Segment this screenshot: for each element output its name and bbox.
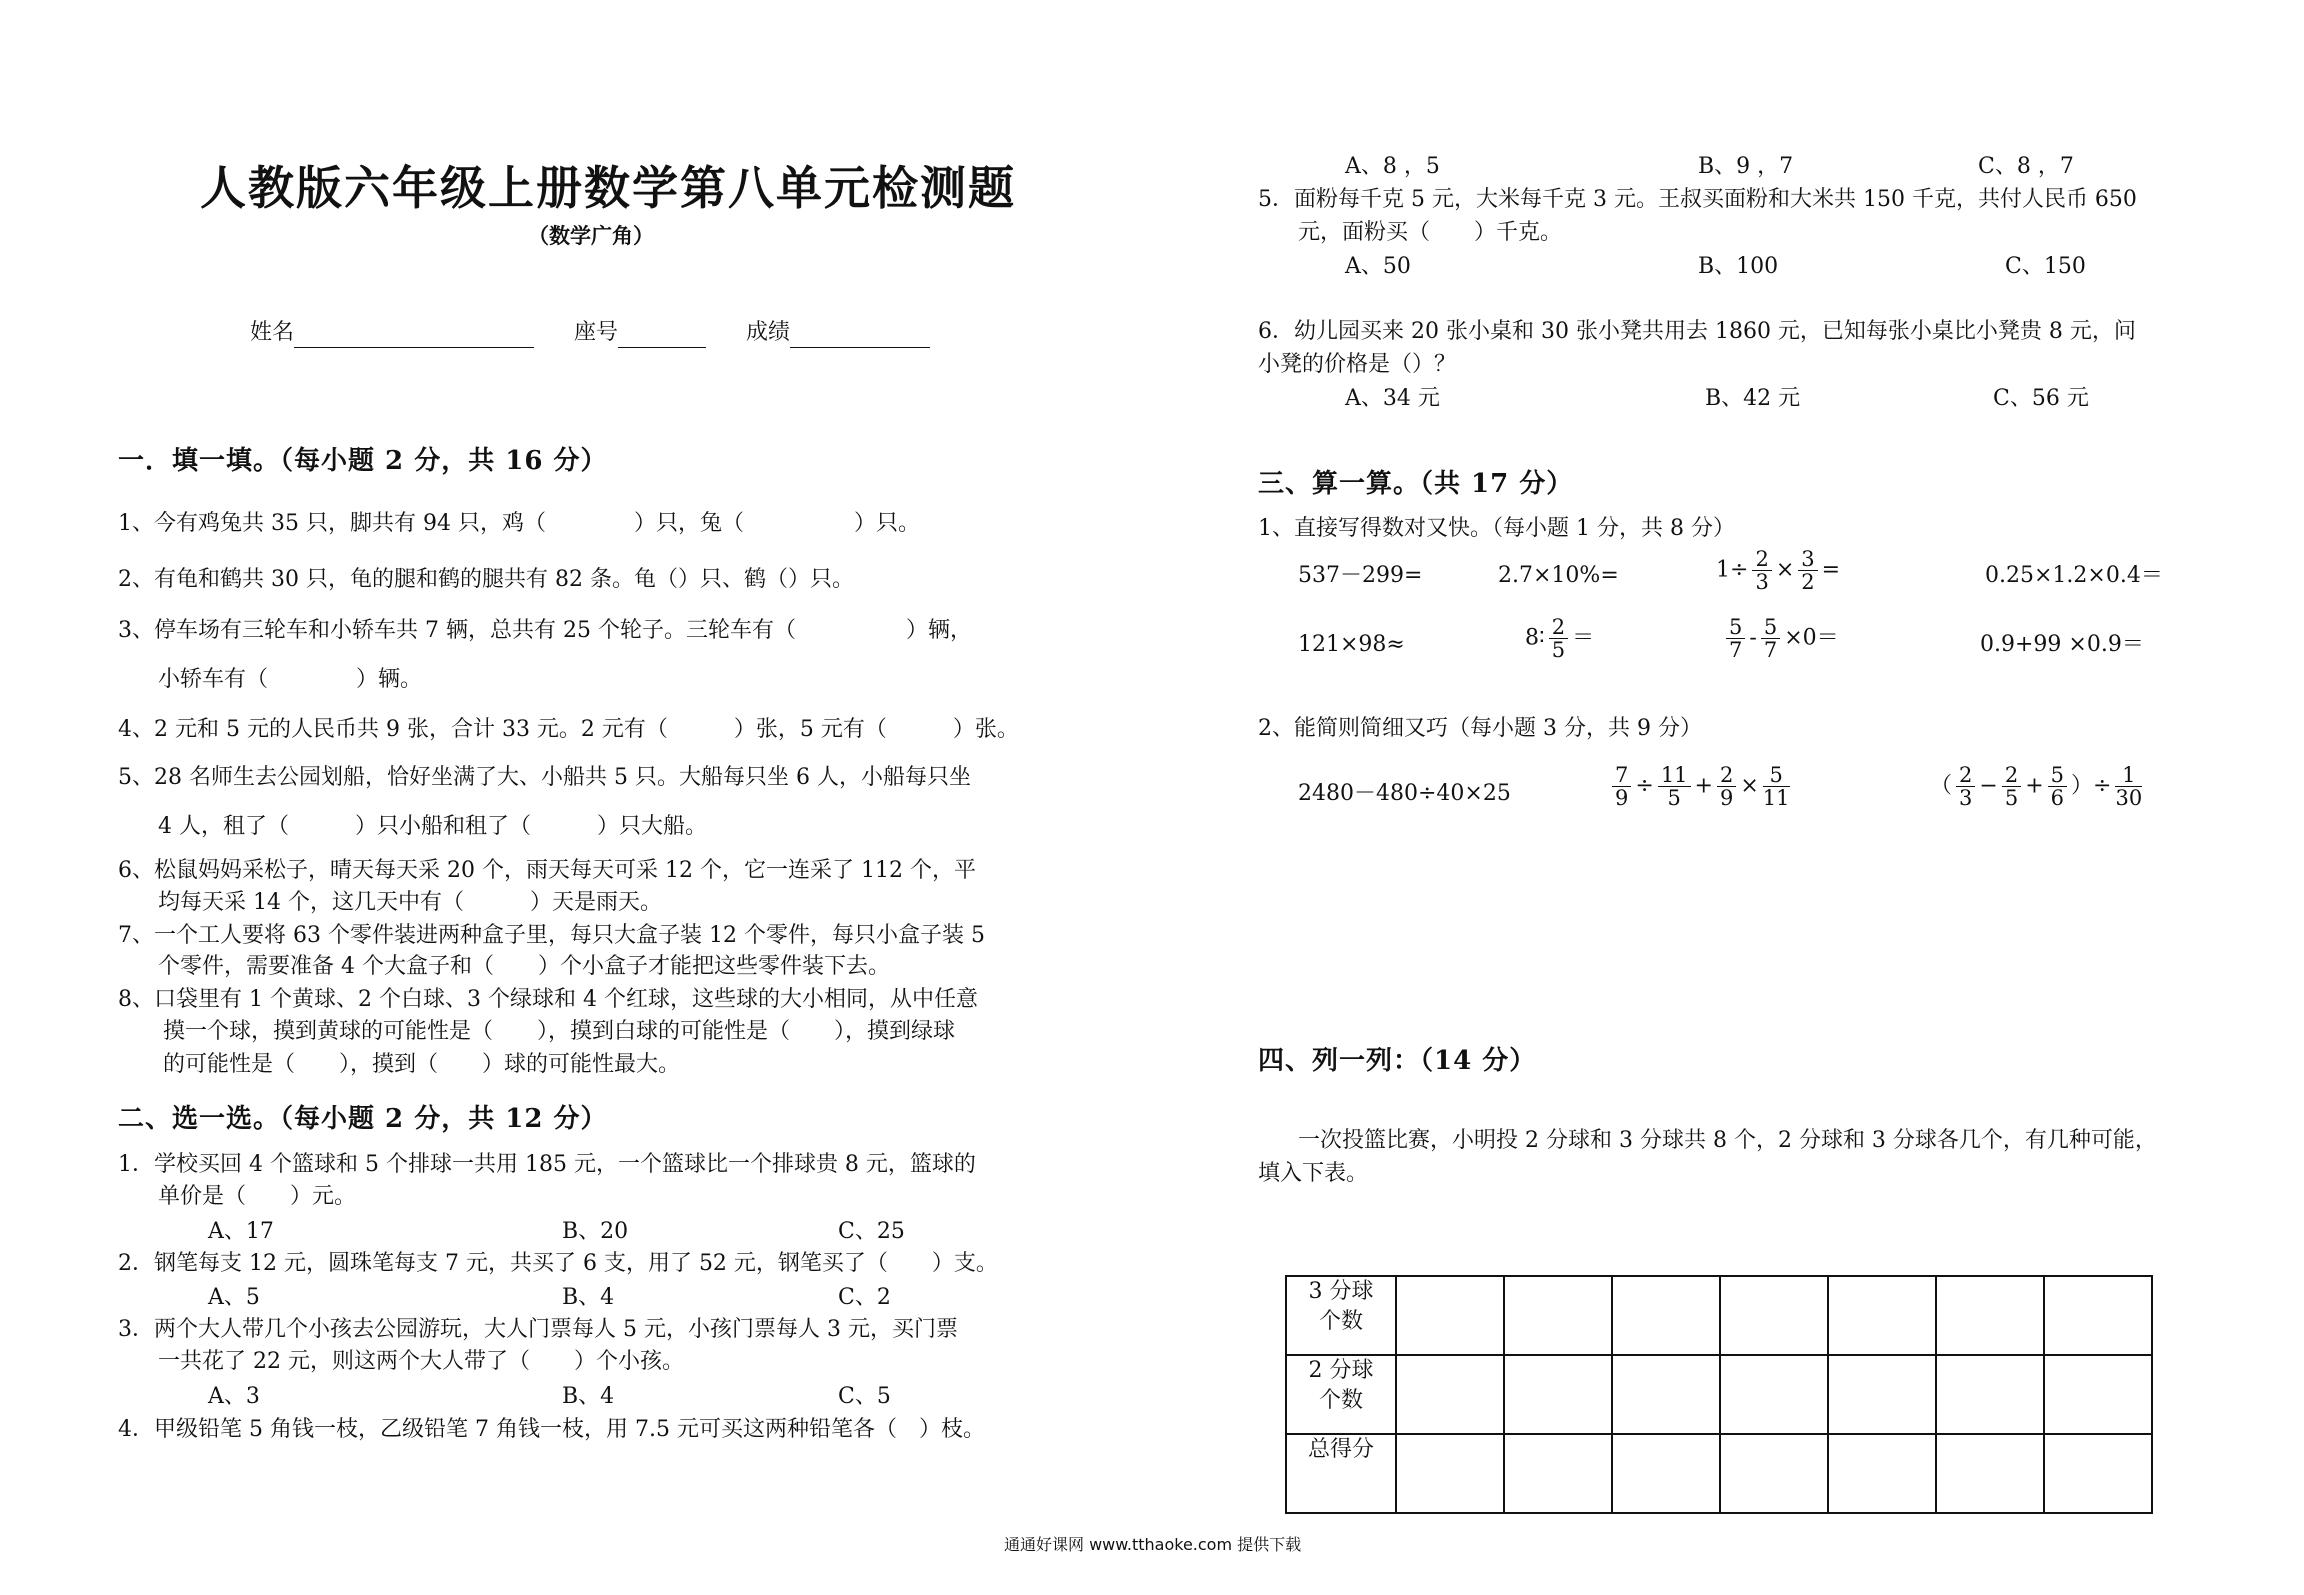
s4-text-1: 一次投篮比赛，小明投 2 分球和 3 分球共 8 个，2 分球和 3 分球各几个，有几种可能， <box>1298 1128 2157 1153</box>
calc-2: 2.7×10%= <box>1498 563 1619 588</box>
student-header <box>250 318 930 348</box>
fraction-2-3-b: $\frac{2}{3}$ <box>1956 764 1975 809</box>
name-label: 姓名 <box>250 320 295 345</box>
simplify-3: （ $\frac{2}{3}$ − $\frac{2}{5}$ + $\frac{5}{6}$ ）÷ $\frac{1}{30}$ <box>1930 763 2143 810</box>
calc-8: 0.9+99 ×0.9＝ <box>1980 632 2144 657</box>
s4-text-2: 填入下表。 <box>1258 1161 1369 1186</box>
fraction-5-11: $\frac{5}{11}$ <box>1762 763 1790 810</box>
name-field[interactable] <box>294 325 534 348</box>
s2-q6-line-2: 小凳的价格是（）？ <box>1258 352 1457 377</box>
answer-cell[interactable] <box>1396 1276 1504 1355</box>
answer-cell[interactable] <box>1396 1355 1504 1434</box>
s3-part1-instruction: 1、直接写得数对又快。（每小题 1 分，共 8 分） <box>1258 516 1735 541</box>
answer-cell[interactable] <box>1720 1434 1828 1513</box>
s2-q2-option-a: A、5 <box>208 1285 260 1310</box>
section1-heading: 一．填一填。（每小题 2 分，共 16 分） <box>118 446 608 476</box>
answer-cell[interactable] <box>1936 1276 2044 1355</box>
seat-label: 座号 <box>574 320 619 345</box>
row-label-total: 总得分 <box>1286 1434 1396 1513</box>
fraction-5-7-b: $\frac{5}{7}$ <box>1761 616 1780 661</box>
s2-q3-line-1: 3．两个大人带几个小孩去公园游玩，大人门票每人 5 元，小孩门票每人 3 元，买门票 <box>118 1317 958 1342</box>
s1-line-5: 4、2 元和 5 元的人民币共 9 张，合计 33 元。2 元有（ ）张，5 元有（ ）张。 <box>118 717 1019 742</box>
answer-cell[interactable] <box>1612 1355 1720 1434</box>
s2-q6-line-1: 6．幼儿园买来 20 张小桌和 30 张小凳共用去 1860 元，已知每张小桌比小凳贵 8 元，问 <box>1258 319 2136 344</box>
row-label-2pt: 2 分球 个数 <box>1286 1355 1396 1434</box>
page-title: 人教版六年级上册数学第八单元检测题 <box>200 161 1016 215</box>
s1-line-3: 3、停车场有三轮车和小轿车共 7 辆，总共有 25 个轮子。三轮车有（ ）辆， <box>118 618 972 643</box>
s1-line-6: 5、28 名师生去公园划船，恰好坐满了大、小船共 5 只。大船每只坐 6 人，小船每只坐 <box>118 765 971 790</box>
page-subtitle: （数学广角） <box>528 223 654 248</box>
calc-3-prefix: 1÷ <box>1716 557 1749 583</box>
s3-part2-instruction: 2、能简则简细又巧（每小题 3 分，共 9 分） <box>1258 716 1702 741</box>
section3-heading: 三、算一算。（共 17 分） <box>1258 469 1574 499</box>
footer-credit: 通通好课网 www.tthaoke.com 提供下载 <box>1004 1535 1302 1554</box>
s2-q5-option-a: A、50 <box>1345 254 1411 279</box>
s2-q3-option-b: B、4 <box>562 1384 615 1409</box>
s1-line-9: 均每天采 14 个，这几天中有（ ）天是雨天。 <box>158 890 662 915</box>
s2-q1-option-b: B、20 <box>562 1219 629 1244</box>
s1-line-4: 小轿车有（ ）辆。 <box>158 667 423 692</box>
s2-q2-line-1: 2．钢笔每支 12 元，圆珠笔每支 7 元，共买了 6 支，用了 52 元，钢笔买了（ ）支。 <box>118 1251 998 1276</box>
answer-cell[interactable] <box>2044 1276 2152 1355</box>
s1-line-1: 1、今有鸡兔共 35 只，脚共有 94 只，鸡（ ）只，兔（ ）只。 <box>118 511 920 536</box>
fraction-11-5: $\frac{11}{5}$ <box>1658 764 1691 809</box>
s1-line-14: 的可能性是（ ），摸到（ ）球的可能性最大。 <box>163 1052 681 1077</box>
answer-cell[interactable] <box>1828 1355 1936 1434</box>
s2-q3-line-2: 一共花了 22 元，则这两个大人带了（ ）个小孩。 <box>158 1349 684 1374</box>
s1-line-13: 摸一个球，摸到黄球的可能性是（ ），摸到白球的可能性是（ ），摸到绿球 <box>163 1019 956 1044</box>
s2-q5-option-c: C、150 <box>2005 254 2086 279</box>
table-row <box>1286 1355 2152 1434</box>
calc-4: 0.25×1.2×0.4＝ <box>1985 563 2163 588</box>
calc-1: 537－299= <box>1298 563 1423 588</box>
s2-q4-option-b: B、9 ，7 <box>1698 154 1794 179</box>
answer-cell[interactable] <box>1936 1434 2044 1513</box>
fraction-2-3: $\frac{2}{3}$ <box>1752 548 1771 593</box>
answer-cell[interactable] <box>1504 1276 1612 1355</box>
table-row <box>1286 1276 2152 1355</box>
s2-q4-option-a: A、8 ，5 <box>1345 154 1440 179</box>
s2-q5-option-b: B、100 <box>1698 254 1779 279</box>
s2-q3-option-a: A、3 <box>208 1384 260 1409</box>
calc-7: $\frac{5}{7}$ - $\frac{5}{7}$ ×0＝ <box>1722 616 1839 661</box>
score-label: 成绩 <box>746 320 791 345</box>
s1-line-10: 7、一个工人要将 63 个零件装进两种盒子里，每只大盒子装 12 个零件，每只小盒子装 5 <box>118 923 985 948</box>
answer-cell[interactable] <box>1504 1434 1612 1513</box>
s2-q6-option-c: C、56 元 <box>1993 386 2089 411</box>
s2-q1-line-2: 单价是（ ）元。 <box>158 1184 357 1209</box>
answer-cell[interactable] <box>1612 1434 1720 1513</box>
s2-q6-option-a: A、34 元 <box>1345 386 1440 411</box>
fraction-5-7-a: $\frac{5}{7}$ <box>1726 616 1745 661</box>
answer-cell[interactable] <box>1396 1434 1504 1513</box>
section4-heading: 四、列一列：（14 分） <box>1258 1046 1537 1076</box>
answer-cell[interactable] <box>2044 1355 2152 1434</box>
answer-cell[interactable] <box>1720 1276 1828 1355</box>
calc-3: 1÷ $\frac{2}{3}$ × $\frac{3}{2}$ = <box>1716 547 1841 594</box>
answer-cell[interactable] <box>2044 1434 2152 1513</box>
simplify-1: 2480－480÷40×25 <box>1298 781 1511 806</box>
s2-q3-option-c: C、5 <box>838 1384 891 1409</box>
s2-q1-option-c: C、25 <box>838 1219 905 1244</box>
fraction-7-9: $\frac{7}{9}$ <box>1612 764 1631 809</box>
s2-q2-option-c: C、2 <box>838 1285 891 1310</box>
score-field[interactable] <box>790 325 930 348</box>
fraction-2-5: $\frac{2}{5}$ <box>1549 616 1568 661</box>
s1-line-7: 4 人，租了（ ）只小船和租了（ ）只大船。 <box>158 814 707 839</box>
fraction-5-6: $\frac{5}{6}$ <box>2048 764 2067 809</box>
s2-q4-option-c: C、8 ，7 <box>1978 154 2074 179</box>
s1-line-2: 2、有龟和鹤共 30 只，龟的腿和鹤的腿共有 82 条。龟（）只、鹤（）只。 <box>118 567 854 592</box>
answer-cell[interactable] <box>1936 1355 2044 1434</box>
s2-q4-line-1: 4．甲级铅笔 5 角钱一枝，乙级铅笔 7 角钱一枝，用 7.5 元可买这两种铅笔各（ ）枝。 <box>118 1417 985 1442</box>
row-label-3pt: 3 分球 个数 <box>1286 1276 1396 1355</box>
answer-table <box>1285 1275 2153 1514</box>
s2-q1-option-a: A、17 <box>208 1219 274 1244</box>
s2-q5-line-2: 元，面粉买（ ）千克。 <box>1298 220 1563 245</box>
s2-q1-line-1: 1．学校买回 4 个篮球和 5 个排球一共用 185 元，一个篮球比一个排球贵 8 元，篮球的 <box>118 1152 976 1177</box>
section2-heading: 二、选一选。（每小题 2 分，共 12 分） <box>118 1104 608 1134</box>
s1-line-12: 8、口袋里有 1 个黄球、2 个白球、3 个绿球和 4 个红球，这些球的大小相同，从中任意 <box>118 987 978 1012</box>
table-row <box>1286 1434 2152 1513</box>
answer-cell[interactable] <box>1828 1434 1936 1513</box>
answer-cell[interactable] <box>1504 1355 1612 1434</box>
answer-cell[interactable] <box>1828 1276 1936 1355</box>
answer-cell[interactable] <box>1720 1355 1828 1434</box>
calc-6: 8∶ $\frac{2}{5}$ ＝ <box>1525 615 1595 662</box>
seat-field[interactable] <box>618 325 706 348</box>
simplify-2: $\frac{7}{9}$ ÷ $\frac{11}{5}$ + $\frac{2}{9}$ × $\frac{5}{11}$ <box>1608 764 1794 809</box>
answer-cell[interactable] <box>1612 1276 1720 1355</box>
s2-q2-option-b: B、4 <box>562 1285 615 1310</box>
s2-q6-option-b: B、42 元 <box>1705 386 1801 411</box>
fraction-2-5-b: $\frac{2}{5}$ <box>2002 764 2021 809</box>
s2-q5-line-1: 5．面粉每千克 5 元，大米每千克 3 元。王叔买面粉和大米共 150 千克，共付人民币 650 <box>1258 187 2137 212</box>
calc-5: 121×98≈ <box>1298 632 1405 657</box>
s1-line-11: 个零件，需要准备 4 个大盒子和（ ）个小盒子才能把这些零件装下去。 <box>158 954 890 979</box>
s1-line-8: 6、松鼠妈妈采松子，晴天每天采 20 个，雨天每天可采 12 个，它一连采了 112 个，平 <box>118 858 976 883</box>
fraction-2-9: $\frac{2}{9}$ <box>1717 764 1736 809</box>
fraction-1-30: $\frac{1}{30}$ <box>2115 763 2143 810</box>
fraction-3-2: $\frac{3}{2}$ <box>1798 548 1817 593</box>
